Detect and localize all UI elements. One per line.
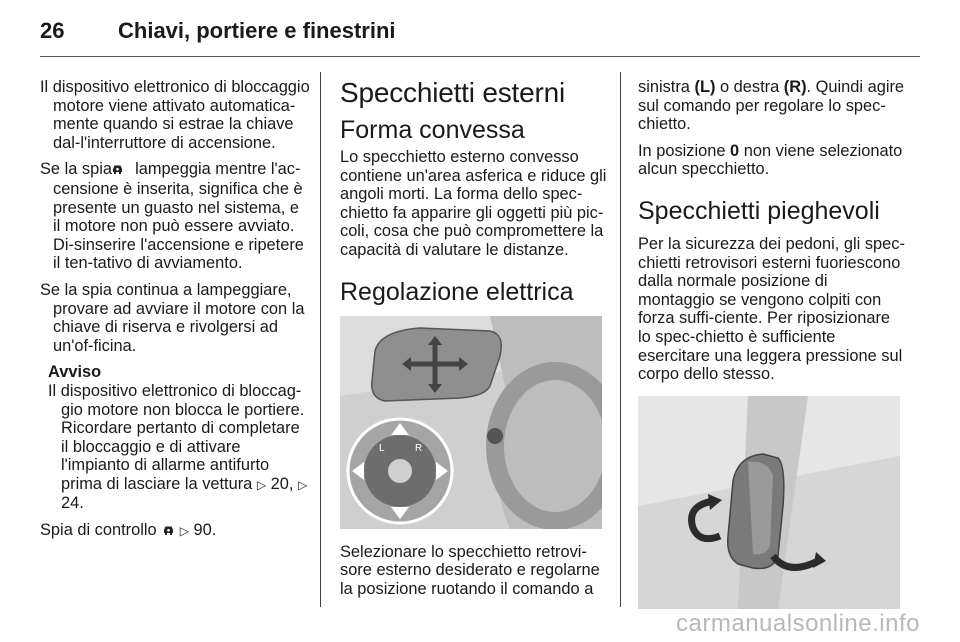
page-reference-link[interactable]: 24. [61,494,84,513]
subsection-title-electric: Regolazione elettrica [340,277,574,306]
column-left [40,78,310,549]
car-key-warning-icon [161,522,175,541]
page-number: 26 [40,18,65,43]
mirror-adjustment-illustration [340,316,602,529]
page-title: Chiavi, portiere e finestrini [118,18,396,43]
subsection-title-convex: Forma convessa [340,116,525,144]
control-light-paragraph: Spia di controllo ▷ 90. [40,521,217,540]
watermark: carmanualsonline.info [676,610,920,637]
folding-paragraph: Per la sicurezza dei pedoni, gli spec-chietti retrovisori esterni fuoriescono dalla normale posizione di montaggio se vengono colpiti con forza suffi-ciente. Per riposizionare lo spec-chietto è sufficiente esercitare una leggera pressione sul corpo dello stesso. [638,234,905,384]
left-mirror-label: L [379,442,385,454]
right-mirror-label: R [415,442,423,454]
subsection-title-folding: Specchietti pieghevoli [638,196,880,225]
triangle-right-icon: ▷ [256,477,267,492]
page-header [40,14,920,54]
convex-paragraph: Lo specchietto esterno convesso contiene un'area asferica e riduce gli angoli morti. La forma dello spec-chietto fa apparire gli oggetti più pic-coli, cosa che può compromettere la capacità di valutare le distanze. [340,148,607,259]
page-reference-link[interactable]: 90. [193,521,217,540]
neutral-position-paragraph: In posizione 0 non viene selezionato alcun specchietto. [638,141,903,179]
column-middle [340,78,608,606]
notice-title: Avviso [48,363,102,382]
warning-light-paragraph: Se la spia lampeggia mentre l'ac-censione è inserita, significa che è presente un guasto nel sistema, e il motore non può essere avviato. Di-sinserire l'accensione e ripetere il ten-tativo di avviamento. [40,160,304,273]
notice-box [48,363,310,513]
column-divider [620,72,621,607]
notice-text: Il dispositivo elettronico di bloccag-gio motore non blocca le portiere. Ricordare pertanto di completare il bloccaggio e di attivare l'impianto di allarme antifurto prima di lasciare la vettura ▷ 20, ▷ 24. [48,381,308,513]
mirror-selection-paragraph: sinistra (L) o destra (R). Quindi agire sul comando per regolare lo spec-chietto. [638,78,905,134]
column-divider [320,72,321,607]
triangle-right-icon: ▷ [298,477,308,492]
spare-key-paragraph: Se la spia continua a lampeggiare, provare ad avviare il motore con la chiave di riserva e rivolgersi ad un'of-ficina. [40,280,305,355]
section-title: Specchietti esterni [340,77,565,108]
folding-mirror-illustration [638,396,900,609]
electric-adjustment-paragraph: Selezionare lo specchietto retrovi-sore esterno desiderato e regolarne la posizione ruotando il comando a [340,542,600,598]
car-key-warning-icon [117,161,131,180]
page-reference-link[interactable]: 20, [270,474,294,493]
immobilizer-paragraph: Il dispositivo elettronico di bloccaggio motore viene attivato automatica-mente quando si estrae la chiave dal-l'interruttore di accensione. [40,78,310,152]
column-right [638,78,906,609]
header-divider [40,56,920,57]
triangle-right-icon: ▷ [179,524,189,539]
